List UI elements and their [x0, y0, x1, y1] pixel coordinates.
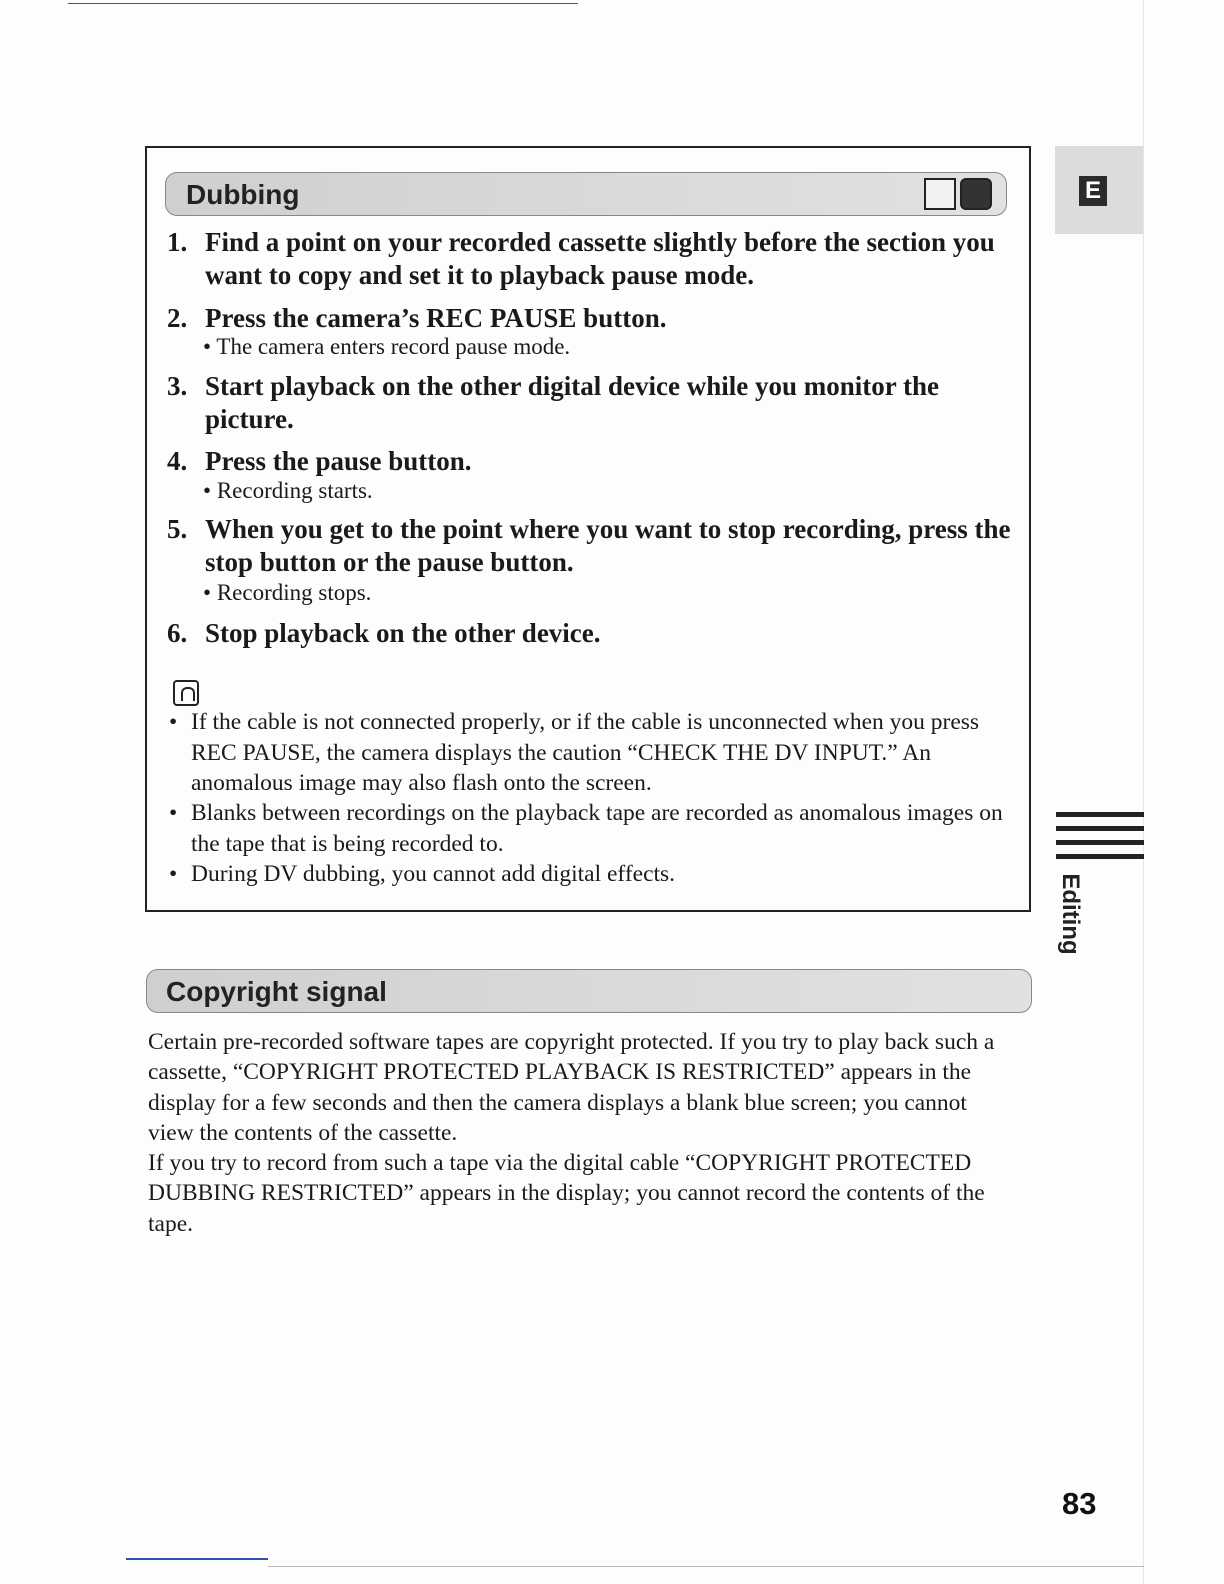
step-4: [167, 445, 1025, 478]
bar: [1056, 854, 1144, 859]
step-text: Press the camera’s REC PAUSE button.: [205, 303, 667, 333]
section-letter: E: [1079, 176, 1107, 206]
bottom-rule: [126, 1558, 268, 1560]
top-rule: [68, 3, 578, 4]
copyright-title: Copyright signal: [166, 976, 387, 1007]
step-number: 1.: [167, 227, 188, 257]
camera-mode-icon: [960, 178, 992, 210]
step-1: [167, 226, 1025, 292]
step-note: The camera enters record pause mode.: [216, 334, 571, 359]
dubbing-header: [165, 172, 1007, 216]
step-number: 5.: [167, 514, 188, 544]
step-number: 3.: [167, 371, 188, 401]
step-number: 4.: [167, 446, 188, 476]
dubbing-box: [145, 146, 1031, 912]
page-number: 83: [1062, 1486, 1097, 1521]
bottom-rule-gray: [268, 1566, 1144, 1567]
copyright-paragraph-1: Certain pre-recorded software tapes are copyright protected. If you try to play back such a cassette, “COPYRIGHT PROTECTED PLAYBACK IS RESTRICTED” appears in the display for a few seconds and then the camera displays a blank blue screen; you cannot view the contents of the cassette.: [148, 1029, 995, 1146]
bullet: •: [169, 709, 178, 735]
bar: [1056, 826, 1144, 831]
section-tab: [1055, 146, 1143, 234]
step-text: When you get to the point where you want to stop recording, press the stop button or the pause button.: [205, 514, 1011, 577]
bar: [1056, 812, 1144, 817]
step-2-note: [203, 332, 570, 362]
step-4-note: [203, 476, 373, 506]
step-5-note: [203, 578, 371, 608]
copyright-body: [148, 1027, 1008, 1239]
step-2: [167, 302, 1025, 335]
copyright-paragraph-2: If you try to record from such a tape via the digital cable “COPYRIGHT PROTECTED DUBBING RESTRICTED” appears in the display; you cannot record the contents of the tape.: [148, 1150, 985, 1237]
bullet: •: [169, 800, 178, 826]
step-text: Find a point on your recorded cassette slightly before the section you want to copy and set it to playback pause mode.: [205, 227, 995, 290]
bullet: •: [169, 861, 178, 887]
step-6: [167, 617, 1025, 650]
page-edge: [1143, 0, 1144, 1584]
step-5: [167, 513, 1025, 579]
step-text: Stop playback on the other device.: [205, 618, 601, 648]
note-text: Blanks between recordings on the playback tape are recorded as anomalous images on the tape that is being recorded to.: [191, 800, 1003, 857]
bullet: •: [203, 478, 212, 503]
dubbing-title: Dubbing: [186, 179, 300, 210]
bullet: •: [203, 580, 212, 605]
note-text: During DV dubbing, you cannot add digital effects.: [191, 861, 676, 887]
bar: [1056, 840, 1144, 845]
mode-icons: [924, 178, 992, 212]
step-text: Press the pause button.: [205, 446, 472, 476]
note-3: [169, 859, 1009, 890]
step-note: Recording starts.: [216, 478, 373, 503]
step-number: 6.: [167, 618, 188, 648]
step-note: Recording stops.: [216, 580, 372, 605]
section-bars: [1056, 812, 1144, 868]
step-3: [167, 370, 1025, 436]
section-label: Editing: [1057, 873, 1084, 955]
note-text: If the cable is not connected properly, or if the cable is unconnected when you press REC PAUSE, the camera displays the caution “CHECK THE DV INPUT.” An anomalous image may also flash onto the screen.: [191, 709, 980, 796]
copyright-header: [146, 969, 1032, 1013]
bullet: •: [203, 334, 212, 359]
note-2: [169, 798, 1009, 859]
memo-icon: [173, 680, 199, 706]
step-number: 2.: [167, 303, 188, 333]
step-text: Start playback on the other digital device while you monitor the picture.: [205, 371, 939, 434]
play-mode-icon: [924, 178, 956, 210]
note-1: [169, 707, 1009, 799]
